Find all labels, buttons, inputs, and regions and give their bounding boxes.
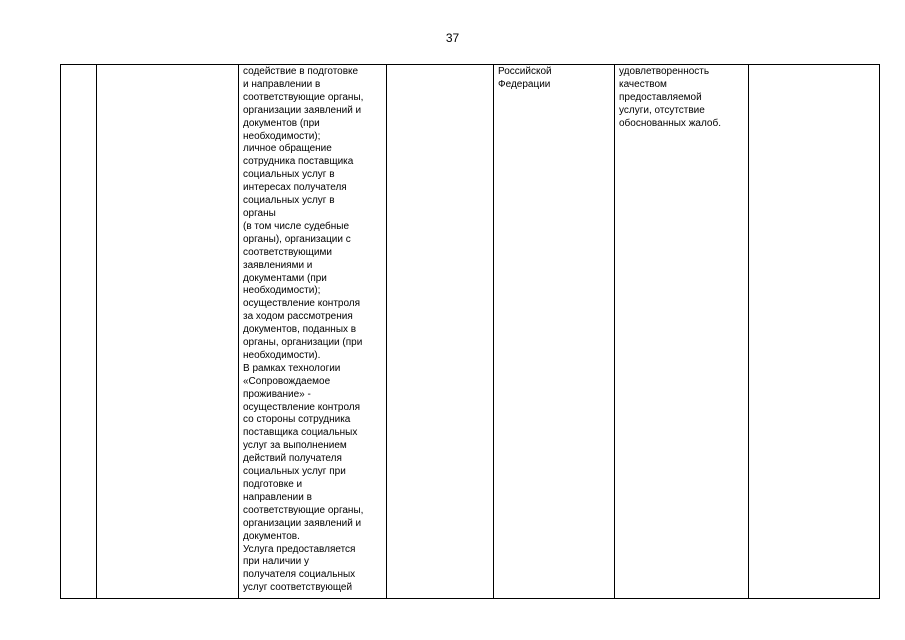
quality-line: предоставляемой (619, 91, 702, 103)
description-line: (в том числе судебные (243, 220, 350, 232)
description-line: направлении в (243, 491, 312, 503)
cell-term (387, 65, 494, 599)
description-line: осуществление контроля (243, 298, 361, 310)
description-line: заявлениями и (243, 259, 313, 271)
description-line: соответствующие органы, (243, 504, 364, 516)
description-line: услуг соответствующей (243, 582, 353, 594)
description-line: соответствующие органы, (243, 91, 364, 103)
quality-line: услуги, отсутствие (619, 104, 705, 116)
description-line: Услуга предоставляется (243, 543, 356, 555)
description-line: необходимости); (243, 130, 321, 142)
description-line: подготовке и (243, 479, 303, 490)
description-line: личное обращение (243, 143, 332, 155)
description-line: при наличии у (243, 556, 310, 568)
description-line: В рамках технологии (243, 362, 341, 374)
description-line: осуществление контроля (243, 401, 361, 413)
description-line: документов. (243, 530, 300, 542)
description-line: соответствующими (243, 246, 332, 258)
description-line: услуг за выполнением (243, 440, 347, 452)
table-row (61, 65, 880, 599)
description-line: сотрудника поставщика (243, 156, 354, 168)
description-line: содействие в подготовке (243, 66, 359, 77)
quality-line: удовлетворенность (619, 66, 710, 77)
description-line: организации заявлений и (243, 104, 362, 116)
cell-conditions (749, 65, 880, 599)
tariff-line: Российской (498, 66, 552, 77)
description-line: социальных услуг при (243, 466, 346, 478)
description-line: «Сопровождаемое (243, 375, 331, 387)
description-line: за ходом рассмотрения (243, 311, 353, 323)
description-line: необходимости); (243, 285, 321, 297)
cell-service-name (97, 65, 239, 599)
tariff-line: Федерации (498, 78, 551, 90)
description-line: органы), организации с (243, 233, 351, 245)
description-line: необходимости). (243, 349, 321, 361)
description-line: органы (243, 207, 276, 219)
cell-service-description (239, 65, 387, 599)
description-line: органы, организации (при (243, 337, 363, 349)
description-line: поставщика социальных (243, 427, 358, 439)
description-line: получателя социальных (243, 569, 356, 581)
page-number: 37 (445, 31, 460, 45)
description-line: социальных услуг в (243, 195, 335, 207)
description-line: документов (при (243, 117, 320, 129)
cell-tariff (494, 65, 615, 599)
description-line: документами (при (243, 272, 327, 284)
quality-line: качеством (619, 78, 667, 90)
cell-number (61, 65, 97, 599)
description-line: социальных услуг в (243, 169, 335, 181)
description-line: проживание» - (243, 388, 311, 400)
description-line: интересах получателя (243, 182, 347, 194)
description-line: со стороны сотрудника (243, 414, 351, 426)
cell-quality-indicators (615, 65, 749, 599)
description-line: организации заявлений и (243, 517, 362, 529)
description-line: и направлении в (243, 78, 321, 90)
quality-line: обоснованных жалоб. (619, 117, 721, 129)
services-table (60, 64, 880, 599)
description-line: действий получателя (243, 453, 342, 465)
description-line: документов, поданных в (243, 324, 357, 336)
